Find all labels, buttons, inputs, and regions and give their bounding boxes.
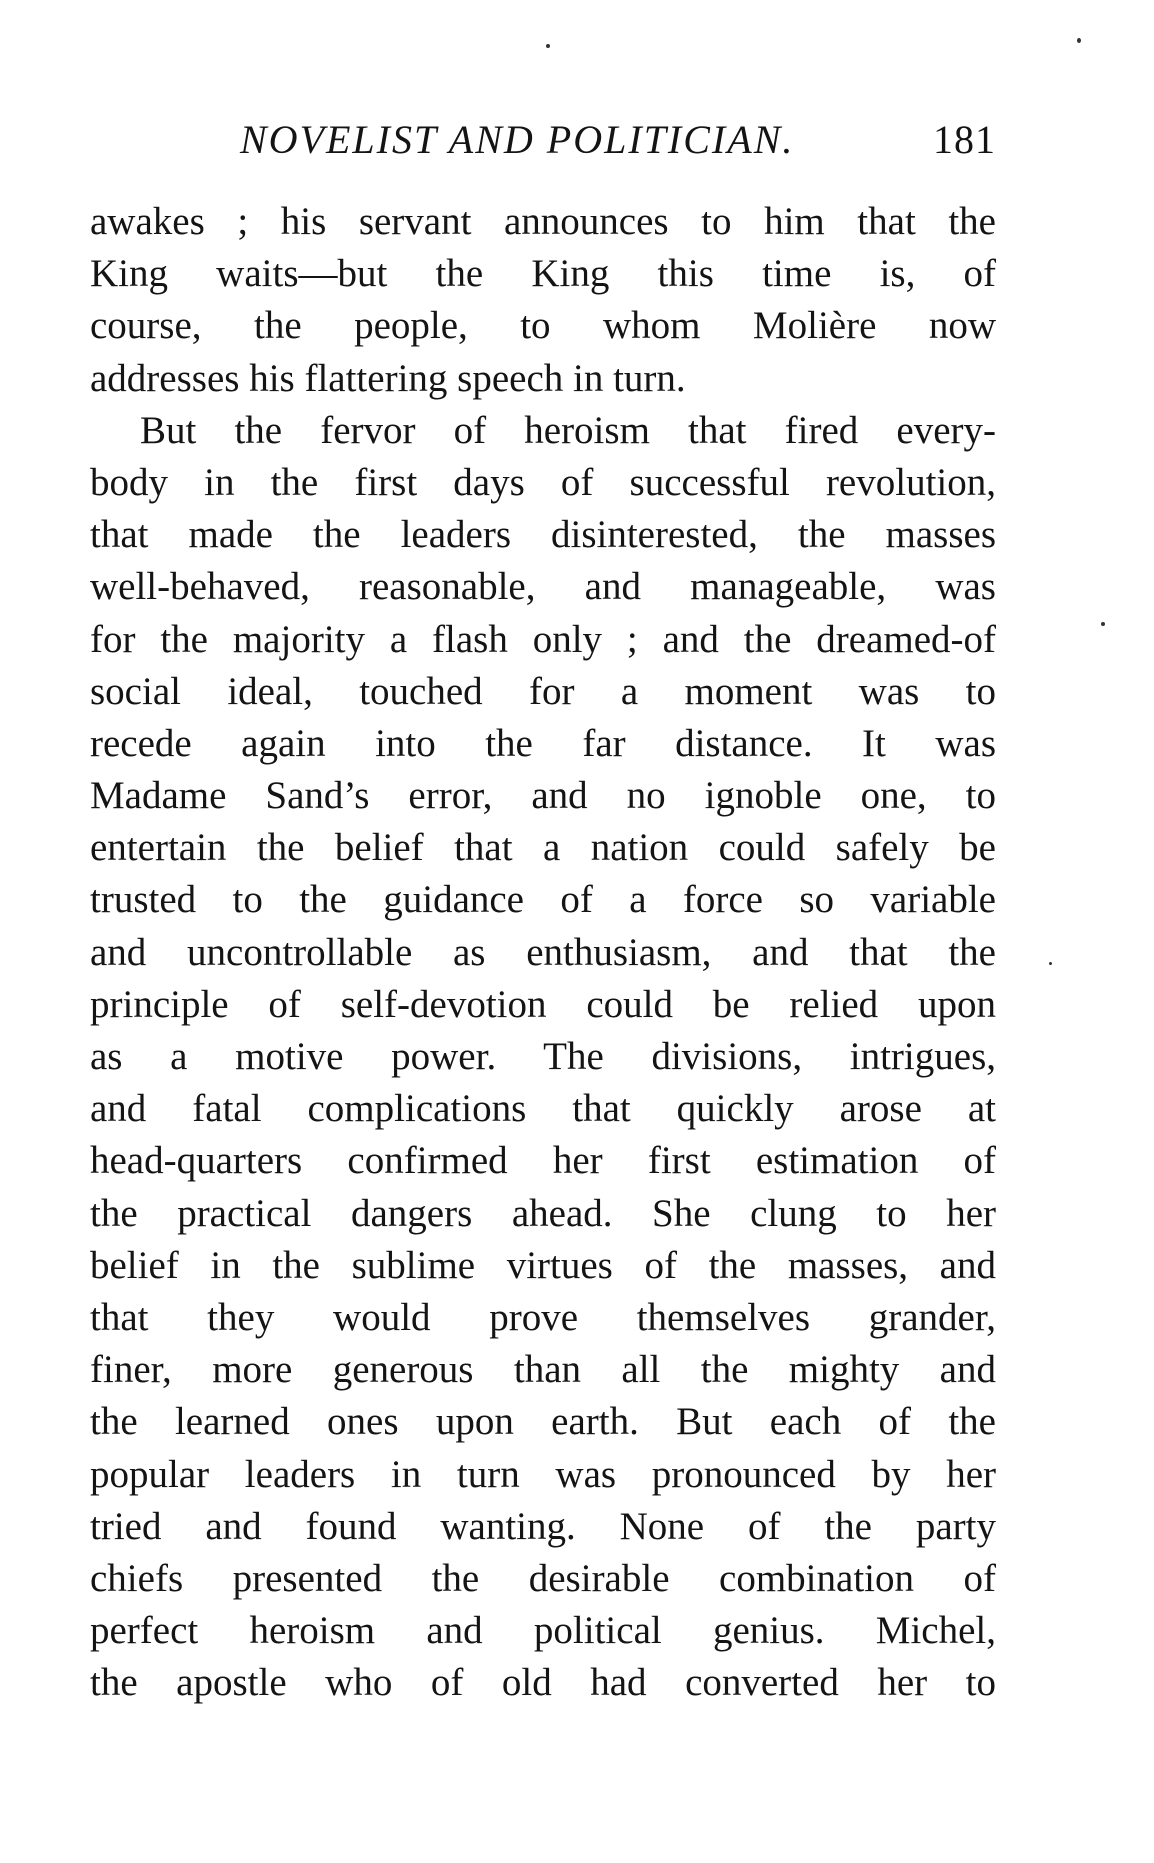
- text-line: tried and found wanting. None of the party: [90, 1504, 996, 1548]
- text-line: finer, more generous than all the mighty and: [90, 1348, 996, 1392]
- text-line: King waits—but the King this time is, of: [90, 252, 996, 296]
- text-line: social ideal, touched for a moment was to: [90, 669, 996, 713]
- text-line: course, the people, to whom Molière now: [90, 304, 996, 348]
- text-line: that they would prove themselves grander,: [90, 1295, 996, 1339]
- scan-speck: [546, 44, 550, 48]
- text-line: and fatal complications that quickly arose at: [90, 1087, 996, 1131]
- running-head: [90, 112, 996, 168]
- text-line: entertain the belief that a nation could safely be: [90, 826, 996, 870]
- paragraph-start-line: But the fervor of heroism that fired every-: [140, 408, 996, 452]
- text-line: awakes ; his servant announces to him that the: [90, 200, 996, 243]
- text-line: principle of self-devotion could be relied upon: [90, 982, 996, 1026]
- text-line: recede again into the far distance. It was: [90, 721, 996, 765]
- text-line: belief in the sublime virtues of the masses, and: [90, 1243, 996, 1287]
- text-line: trusted to the guidance of a force so variable: [90, 878, 996, 922]
- text-line: for the majority a flash only ; and the dreamed-of: [90, 617, 996, 661]
- text-line: addresses his flattering speech in turn.: [90, 356, 686, 400]
- body-text: [90, 196, 996, 1709]
- scan-speck: [1101, 622, 1105, 626]
- page-number: 181: [933, 117, 996, 162]
- scan-speck: [1077, 38, 1081, 43]
- text-line: head-quarters confirmed her first estimation of: [90, 1139, 996, 1183]
- text-line: that made the leaders disinterested, the masses: [90, 513, 996, 557]
- text-line: the learned ones upon earth. But each of the: [90, 1400, 996, 1444]
- text-line: the practical dangers ahead. She clung to her: [90, 1191, 996, 1235]
- scan-speck: [1049, 962, 1052, 965]
- text-line: body in the first days of successful revolution,: [90, 460, 996, 504]
- running-title: NOVELIST AND POLITICIAN.: [240, 117, 795, 162]
- text-line: Madame Sand’s error, and no ignoble one, to: [90, 774, 996, 818]
- text-line: chiefs presented the desirable combination of: [90, 1556, 996, 1600]
- text-line: popular leaders in turn was pronounced by her: [90, 1452, 996, 1496]
- text-line: perfect heroism and political genius. Michel,: [90, 1609, 996, 1653]
- text-line: and uncontrollable as enthusiasm, and that the: [90, 930, 996, 974]
- text-line: the apostle who of old had converted her to: [90, 1661, 996, 1705]
- text-line: well-behaved, reasonable, and manageable, was: [90, 565, 996, 609]
- text-line: as a motive power. The divisions, intrigues,: [90, 1035, 996, 1078]
